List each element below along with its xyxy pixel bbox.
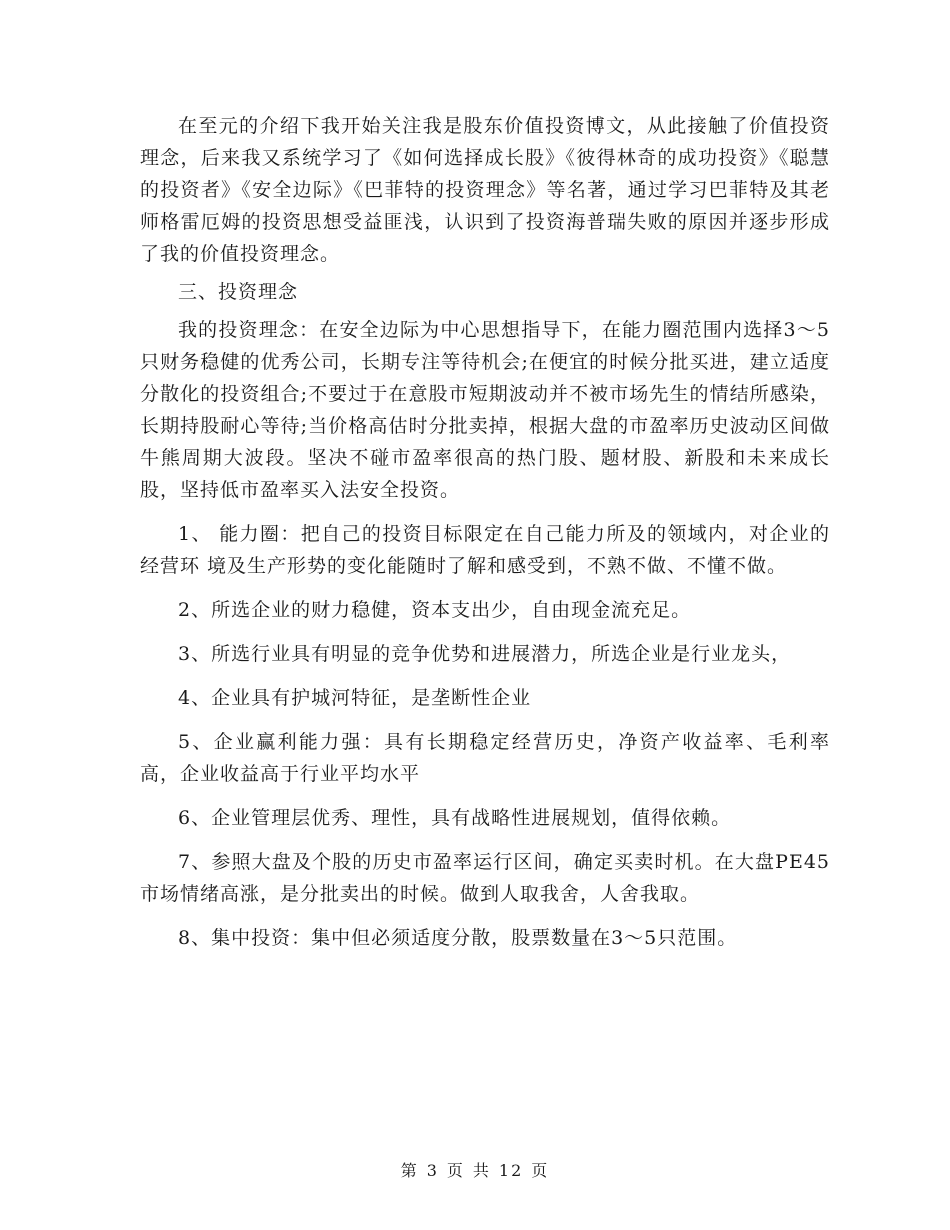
list-item-2: 2、所选企业的财力稳健，资本支出少，自由现金流充足。: [178, 599, 692, 621]
footer-total-unit: 页: [531, 1161, 550, 1180]
list-item-3: 3、所选行业具有明显的竞争优势和进展潜力，所选企业是行业龙头，: [178, 643, 792, 665]
list-item-5: 5、企业赢利能力强：具有长期稳定经营历史，净资产收益率、毛利率高，企业收益高于行业平均水平: [140, 731, 830, 785]
list-item-4: 4、企业具有护城河特征，是垄断性企业: [178, 687, 532, 709]
paragraph-philosophy: 我的投资理念：在安全边际为中心思想指导下，在能力圈范围内选择3～5只财务稳健的优秀公司，长期专注等待机会;在便宜的时候分批买进，建立适度分散化的投资组合;不要过于在意股市短期波动并不被市场先生的情结所感染，长期持股耐心等待;当价格高估时分批卖掉，根据大盘的市盈率历史波动区间做牛熊周期大波段。坚决不碰市盈率很高的热门股、题材股、新股和未来成长股，坚持低市盈率买入法安全投资。: [140, 319, 830, 501]
list-item-8: 8、集中投资：集中但必须适度分散，股票数量在3～5只范围。: [178, 927, 738, 949]
footer-page-label: 第: [400, 1161, 419, 1180]
footer-total-pages: 12: [498, 1161, 524, 1180]
list-item-7: 7、参照大盘及个股的历史市盈率运行区间，确定买卖时机。在大盘PE45市场情绪高涨，是分批卖出的时候。做到人取我舍，人舍我取。: [140, 851, 830, 905]
page-footer: [0, 1158, 950, 1181]
section-heading: 三、投资理念: [178, 281, 299, 303]
footer-page-number: 3: [426, 1161, 439, 1180]
list-item-1: 1、 能力圈：把自己的投资目标限定在自己能力所及的领域内，对企业的经营环 境及生产形势的变化能随时了解和感受到，不熟不做、不懂不做。: [140, 523, 830, 577]
footer-page-unit: 页: [446, 1161, 465, 1180]
list-item-6: 6、企业管理层优秀、理性，具有战略性进展规划，值得依赖。: [178, 807, 732, 829]
document-body: [140, 110, 830, 954]
footer-total-label: 共: [472, 1161, 491, 1180]
paragraph-intro: 在至元的介绍下我开始关注我是股东价值投资博文，从此接触了价值投资理念，后来我又系统学习了《如何选择成长股》《彼得林奇的成功投资》《聪慧的投资者》《安全边际》《巴菲特的投资理念》等名著，通过学习巴菲特及其老师格雷厄姆的投资思想受益匪浅，认识到了投资海普瑞失败的原因并逐步形成了我的价值投资理念。: [140, 115, 830, 265]
